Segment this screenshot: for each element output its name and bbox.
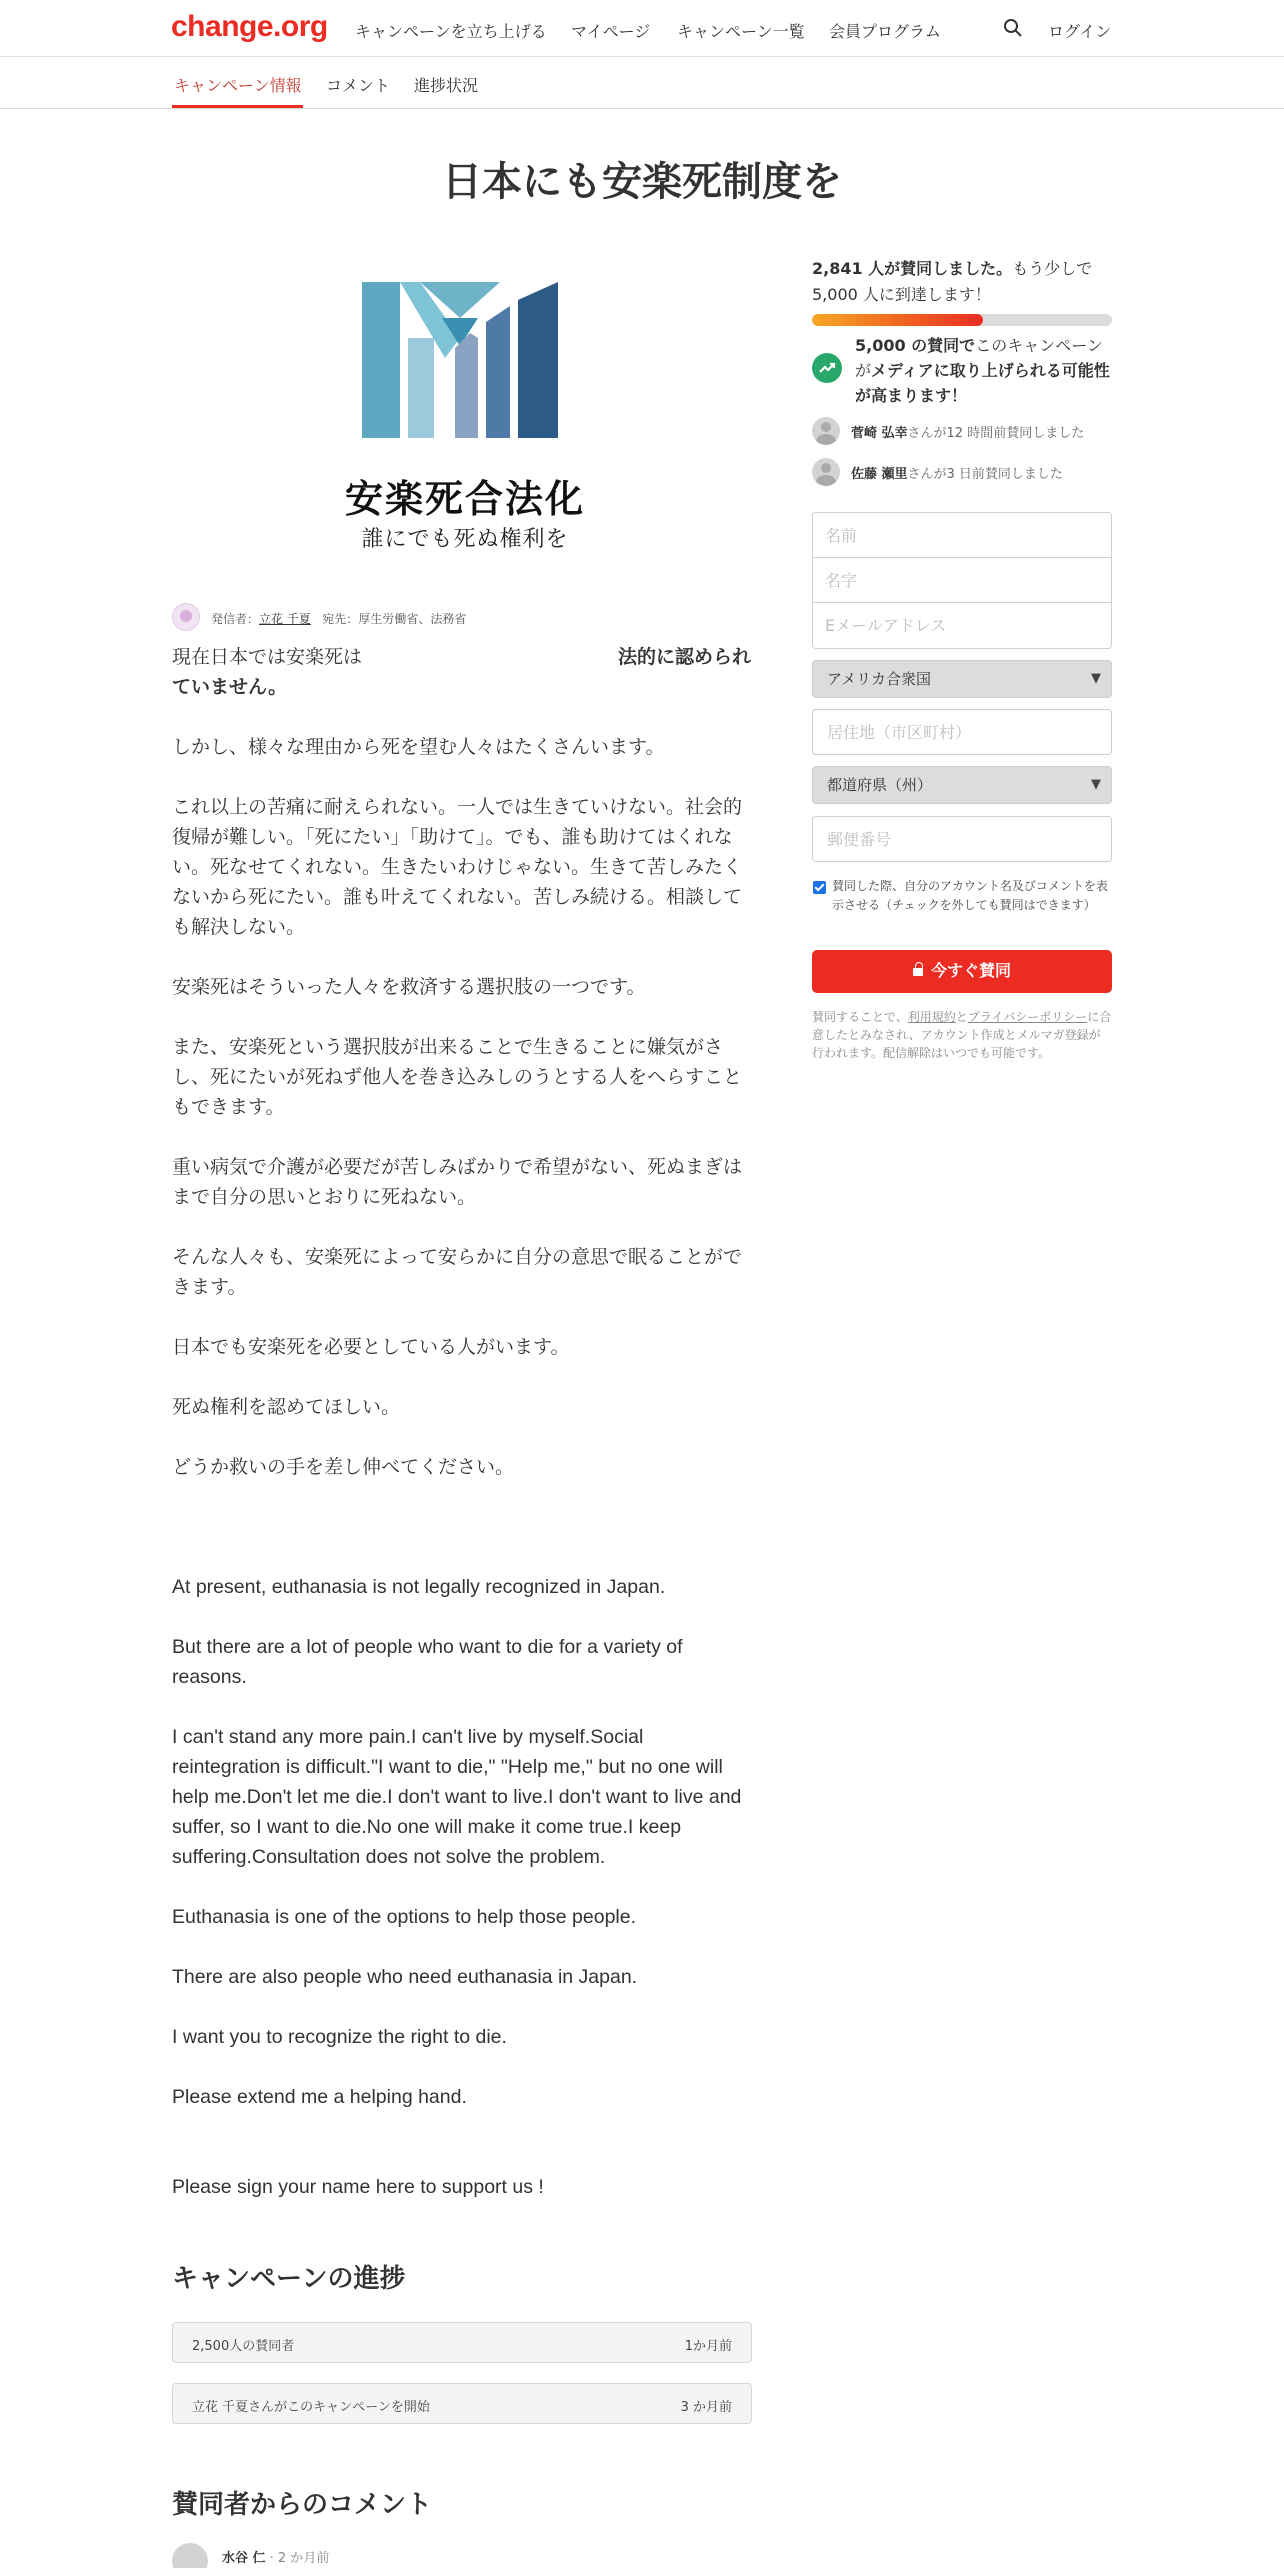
last-name-input[interactable]: [813, 513, 1111, 558]
state-select-value: 都道府県（州）: [827, 776, 933, 794]
body-intro-text: 現在日本では安楽死は: [172, 646, 363, 668]
page-title: 日本にも安楽死制度を: [442, 159, 842, 205]
active-tab-indicator: [172, 105, 303, 108]
chevron-down-icon: ▼: [1091, 777, 1101, 792]
starter-info: [211, 610, 466, 627]
signature-progress-bar: [812, 314, 1112, 326]
recent-signer-text: [851, 463, 1063, 482]
comments-section-title: 賛同者からのコメント: [172, 2490, 433, 2520]
body-en-paragraph: But there are a lot of people who want to die for a variety of reasons.: [172, 1636, 683, 1688]
body-paragraph: 重い病気で介護が必要だが苦しみばかりで希望がない、死ぬまぎはまで自分の思いとおりに死ねない。: [172, 1156, 743, 1208]
postal-code-input[interactable]: [812, 816, 1112, 862]
progress-section-title: キャンペーンの進捗: [172, 2264, 406, 2294]
body-en-paragraph: There are also people who need euthanasia in Japan.: [172, 1966, 638, 1988]
milestone-item[interactable]: [172, 2383, 752, 2424]
nav-start-campaign[interactable]: キャンペーンを立ち上げる: [355, 22, 547, 41]
body-paragraph: また、安楽死という選択肢が出来ることで生きることに嫌気がさし、死にたいが死ねず他人を巻き込みしのうとする人をへらすこともできます。: [172, 1036, 743, 1118]
body-paragraph: どうか救いの手を差し伸べてください。: [172, 1456, 515, 1478]
name-email-fields: [812, 512, 1112, 649]
target-names: 厚生労働省、法務省: [358, 612, 467, 626]
body-en-closing: Please sign your name here to support us !: [172, 2176, 544, 2198]
login-link[interactable]: ログイン: [1048, 22, 1112, 41]
chevron-down-icon: ▼: [1091, 671, 1101, 686]
legal-text: と: [955, 1010, 968, 1024]
terms-link[interactable]: 利用規約: [907, 1010, 956, 1024]
recent-signer-name: 佐藤 瀬里: [851, 467, 908, 482]
tab-comments[interactable]: コメント: [326, 76, 391, 95]
state-select[interactable]: [812, 766, 1112, 804]
image-main-text: 安楽死合法化: [344, 477, 585, 521]
body-en-paragraph: I want you to recognize the right to die.: [172, 2026, 507, 2048]
legal-text: に合意したとみなされ、アカウント作成とメルマガ登録が行われます。配信解除はいつでも可能です。: [812, 1010, 1112, 1060]
body-paragraph: 死ぬ権利を認めてほしい。: [172, 1396, 401, 1418]
campaign-logo-mark: [360, 278, 560, 448]
body-en-paragraph: Please extend me a helping hand.: [172, 2086, 467, 2108]
starter-name-link[interactable]: 立花 千夏: [259, 612, 311, 626]
signature-progress-fill: [812, 314, 983, 326]
trending-up-icon: [812, 353, 842, 383]
campaign-image: [330, 270, 600, 560]
body-paragraph: 安楽死はそういった人々を救済する選択肢の一つです。: [172, 976, 646, 998]
avatar: [812, 458, 840, 486]
body-paragraph: これ以上の苦痛に耐えられない。一人では生きていけない。社会的復帰が難しい。「死にたい」「助けて」。でも、誰も助けてはくれない。死なせてくれない。生きたいわけじゃない。生きて苦しみたくないから死にたい。誰も叶えてくれない。苦しみ続ける。相談しても解決しない。: [172, 796, 743, 938]
milestone-label: 2,500人の賛同者: [192, 2339, 295, 2354]
city-input[interactable]: [812, 709, 1112, 755]
media-goal-text: [855, 333, 1115, 408]
commenter-name[interactable]: 水谷 仁: [222, 2551, 266, 2566]
recent-signer-time: さんが3 日前賛同しました: [907, 467, 1063, 482]
milestone-item[interactable]: [172, 2322, 752, 2363]
sign-now-label: 今すぐ賛同: [930, 963, 1011, 980]
country-select[interactable]: [812, 660, 1112, 698]
sign-now-button[interactable]: [812, 950, 1112, 993]
legal-notice: [812, 1008, 1112, 1062]
media-goal-mid: このキャンペーンが: [855, 336, 1103, 380]
search-icon[interactable]: [1003, 18, 1023, 38]
first-name-input[interactable]: [813, 558, 1111, 603]
body-en-paragraph: Euthanasia is one of the options to help those people.: [172, 1906, 637, 1928]
top-navigation: [0, 0, 1284, 57]
image-sub-text: 誰にでも死ぬ権利を: [361, 527, 569, 552]
signature-count-number: 2,841 人が賛同しました。: [812, 259, 1013, 278]
legal-text: 賛同することで、: [812, 1010, 908, 1024]
recent-signer-text: [851, 422, 1084, 441]
target-label: 宛先：: [322, 612, 359, 626]
milestone-label: 立花 千夏さんがこのキャンペーンを開始: [192, 2400, 430, 2415]
nav-my-page[interactable]: マイページ: [571, 22, 651, 41]
change-org-logo[interactable]: change.org: [171, 10, 328, 43]
nav-campaign-list[interactable]: キャンペーン一覧: [677, 22, 805, 41]
body-en-paragraph: I can't stand any more pain.I can't live by myself.Social reintegration is difficult."I want to die," "Help me," but no one will help me.Don't let me die.I don't want to live.I don't want to live and suffer, so I want to die.No one will make it come true.I keep suffering.Consultation does not solve the problem.: [172, 1726, 742, 1868]
country-select-value: アメリカ合衆国: [827, 670, 931, 688]
milestone-time: 3 か月前: [680, 2400, 732, 2415]
milestone-time: 1か月前: [684, 2339, 732, 2354]
display-name-checkbox-label: 賛同した際、自分のアカウント名及びコメントを表示させる（チェックを外しても賛同はできます）: [832, 879, 1108, 912]
avatar: [812, 417, 840, 445]
body-intro: [172, 642, 752, 702]
avatar: [172, 2543, 208, 2568]
signature-count: [812, 256, 1112, 308]
tab-progress[interactable]: 進捗状況: [414, 76, 479, 95]
starter-label: 発信者：: [211, 612, 260, 626]
body-paragraph: しかし、様々な理由から死を望む人々はたくさんいます。: [172, 736, 665, 758]
display-name-checkbox[interactable]: [813, 881, 826, 894]
media-goal-bold-2: メディアに取り上げられる可能性が高まります！: [855, 361, 1110, 405]
media-goal-bold: 5,000 の賛同で: [855, 336, 976, 355]
recent-signer-name: 菅崎 弘幸: [851, 426, 908, 441]
recent-signer-time: さんが12 時間前賛同しました: [907, 426, 1085, 441]
campaign-tabs: [0, 57, 1284, 109]
recent-signer: [812, 417, 1112, 445]
tab-campaign-info[interactable]: キャンペーン情報: [174, 76, 302, 95]
body-en-paragraph: At present, euthanasia is not legally recognized in Japan.: [172, 1576, 666, 1598]
body-paragraph: そんな人々も、安楽死によって安らかに自分の意思で眠ることができます。: [172, 1246, 743, 1298]
privacy-policy-link[interactable]: プライバシーポリシー: [967, 1010, 1088, 1024]
nav-membership[interactable]: 会員プログラム: [829, 22, 941, 41]
body-paragraph: 日本でも安楽死を必要としている人がいます。: [172, 1336, 570, 1358]
email-input[interactable]: [813, 603, 1111, 648]
body-intro-bold: 法的に認められていません。: [172, 646, 752, 698]
comment-time: · 2 か月前: [265, 2551, 330, 2566]
lock-icon: [913, 966, 923, 977]
signature-goal-text: もう少しで 5,000 人に到達します！: [812, 259, 1093, 304]
recent-signer: [812, 458, 1112, 486]
starter-avatar[interactable]: [172, 603, 200, 631]
comment-meta: [222, 2547, 329, 2566]
